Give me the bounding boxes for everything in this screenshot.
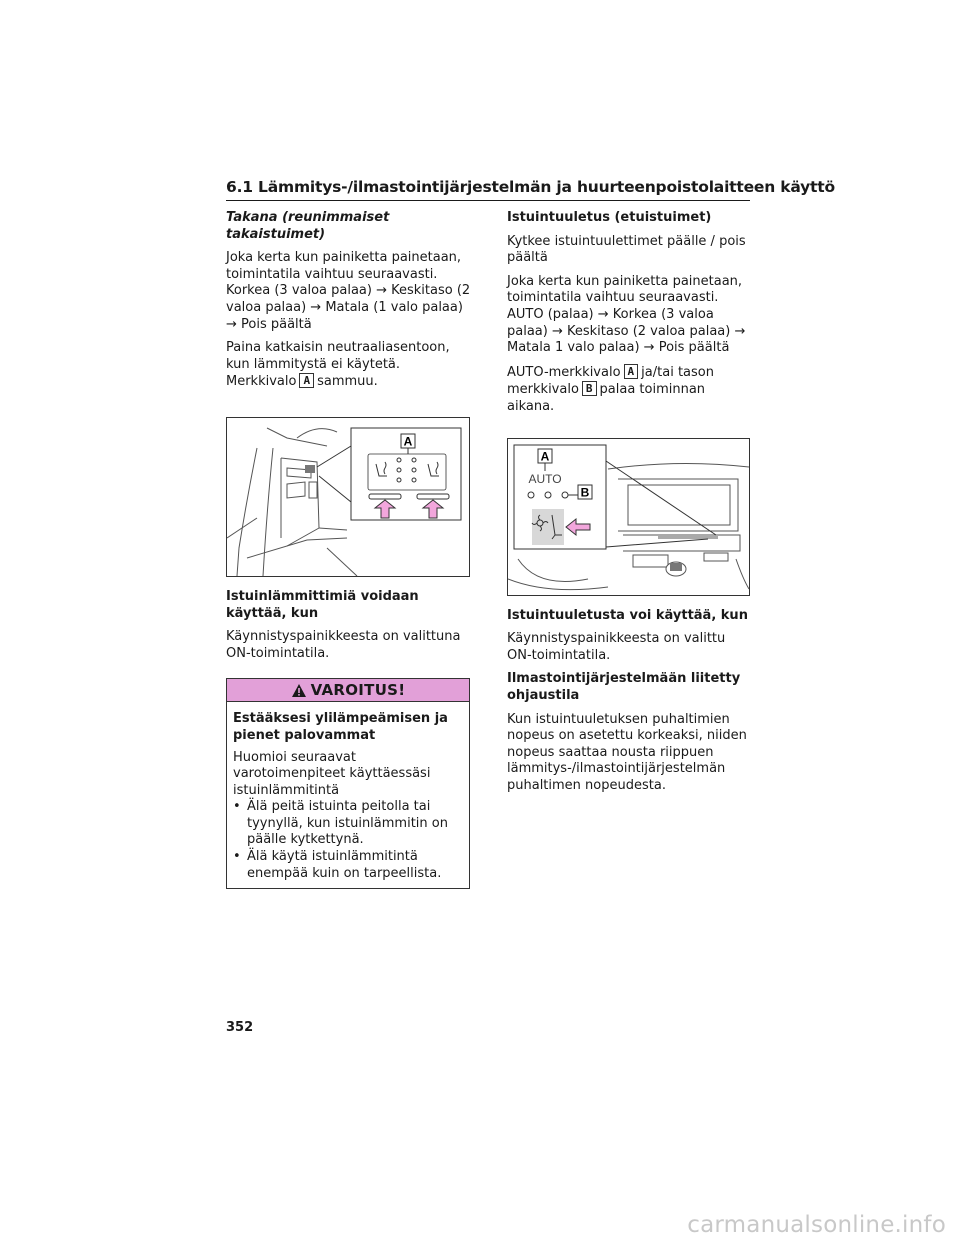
warning-title: VAROITUS! xyxy=(310,681,406,700)
linked-mode-paragraph: Kun istuintuuletuksen puhaltimien nopeus on asetettu korkeaksi, niiden nopeus saattaa nousta riippuen lämmitys-/ilmastointijärjestelmän puhaltimen nopeudesta. xyxy=(507,711,747,793)
rear-neutral-text-b: sammuu. xyxy=(317,374,378,390)
indicator-badge-a: A xyxy=(624,364,639,379)
bullet-text: Älä käytä istuinlämmitintä enempää kuin on tarpeellista. xyxy=(247,849,442,881)
bullet-mark: • xyxy=(233,849,241,865)
bullet-text: Älä peitä istuinta peitolla tai tyynyllä, kun istuinlämmitin on päälle kytkettynä. xyxy=(247,799,448,848)
rear-console-illustration xyxy=(227,418,469,576)
rear-seat-heater-figure xyxy=(226,417,470,577)
rear-neutral-text-a: Paina katkaisin neutraaliasentoon, kun lämmitystä ei käytetä. Merkkivalo xyxy=(226,340,450,390)
dashboard-illustration xyxy=(508,439,749,595)
auto-indicator-text: AUTO xyxy=(528,471,562,486)
figure-label-a: A xyxy=(540,449,550,464)
right-column xyxy=(507,210,752,801)
rear-mode-paragraph: Joka kerta kun painiketta painetaan, toimintatila vaihtuu seuraavasti. Korkea (3 valoa palaa) → Keskitaso (2 valoa palaa) → Matala (1 valo palaa) → Pois päältä xyxy=(226,250,471,332)
seat-vent-toggle-paragraph: Kytkee istuintuulettimet päälle / pois päältä xyxy=(507,233,746,266)
seat-vent-mode-paragraph: Joka kerta kun painiketta painetaan, toimintatila vaihtuu seuraavasti. AUTO (palaa) → Korkea (3 valoa palaa) → Keskitaso (2 valoa palaa) → Matala 1 valo palaa) → Pois päältä xyxy=(507,273,746,356)
bullet-mark: • xyxy=(233,799,241,815)
linked-mode-title: Ilmastointijärjestelmään liitetty ohjaustila xyxy=(507,671,741,703)
warning-bullet xyxy=(233,799,463,849)
vent-usable-title: Istuintuuletusta voi käyttää, kun xyxy=(507,607,748,623)
section-header: 6.1 Lämmitys-/ilmastointijärjestelmän ja huurteenpoistolaitteen käyttö xyxy=(226,178,750,201)
rear-seats-title: Takana (reunimmaiset takaistuimet) xyxy=(226,210,390,242)
heater-usable-title: Istuinlämmittimiä voidaan käyttää, kun xyxy=(226,588,419,621)
indicator-badge-a: A xyxy=(299,373,314,388)
seat-vent-title: Istuintuuletus (etuistuimet) xyxy=(507,210,712,225)
indicator-badge-b: B xyxy=(582,381,597,396)
figure-label-b: B xyxy=(580,485,590,500)
rear-neutral-paragraph xyxy=(226,340,471,391)
vent-indicator-text-c: palaa toiminnan aikana. xyxy=(507,382,706,414)
watermark: carmanualsonline.info xyxy=(687,1212,946,1238)
seat-vent-indicator-paragraph xyxy=(507,364,752,416)
vent-indicator-text-b: ja/tai tason merkkivalo xyxy=(507,364,714,398)
heater-usable-paragraph: Käynnistyspainikkeesta on valittuna ON-toimintatila. xyxy=(226,629,461,661)
vent-usable-paragraph: Käynnistyspainikkeesta on valittu ON-toimintatila. xyxy=(507,631,726,663)
warning-triangle-icon xyxy=(291,683,307,698)
vent-indicator-text-a: AUTO-merkkivalo xyxy=(507,364,621,380)
left-column xyxy=(226,210,471,889)
seat-ventilation-figure xyxy=(507,438,750,596)
warning-header xyxy=(227,679,469,702)
warning-subtitle: Estääksesi ylilämpeämisen ja pienet palovammat xyxy=(233,711,448,743)
warning-body xyxy=(227,702,469,888)
figure-label-a: A xyxy=(403,434,413,449)
warning-bullet xyxy=(233,849,463,882)
page-number: 352 xyxy=(226,1020,254,1035)
warning-box xyxy=(226,678,470,889)
warning-intro: Huomioi seuraavat varotoimenpiteet käyttäessäsi istuinlämmitintä xyxy=(233,749,431,798)
